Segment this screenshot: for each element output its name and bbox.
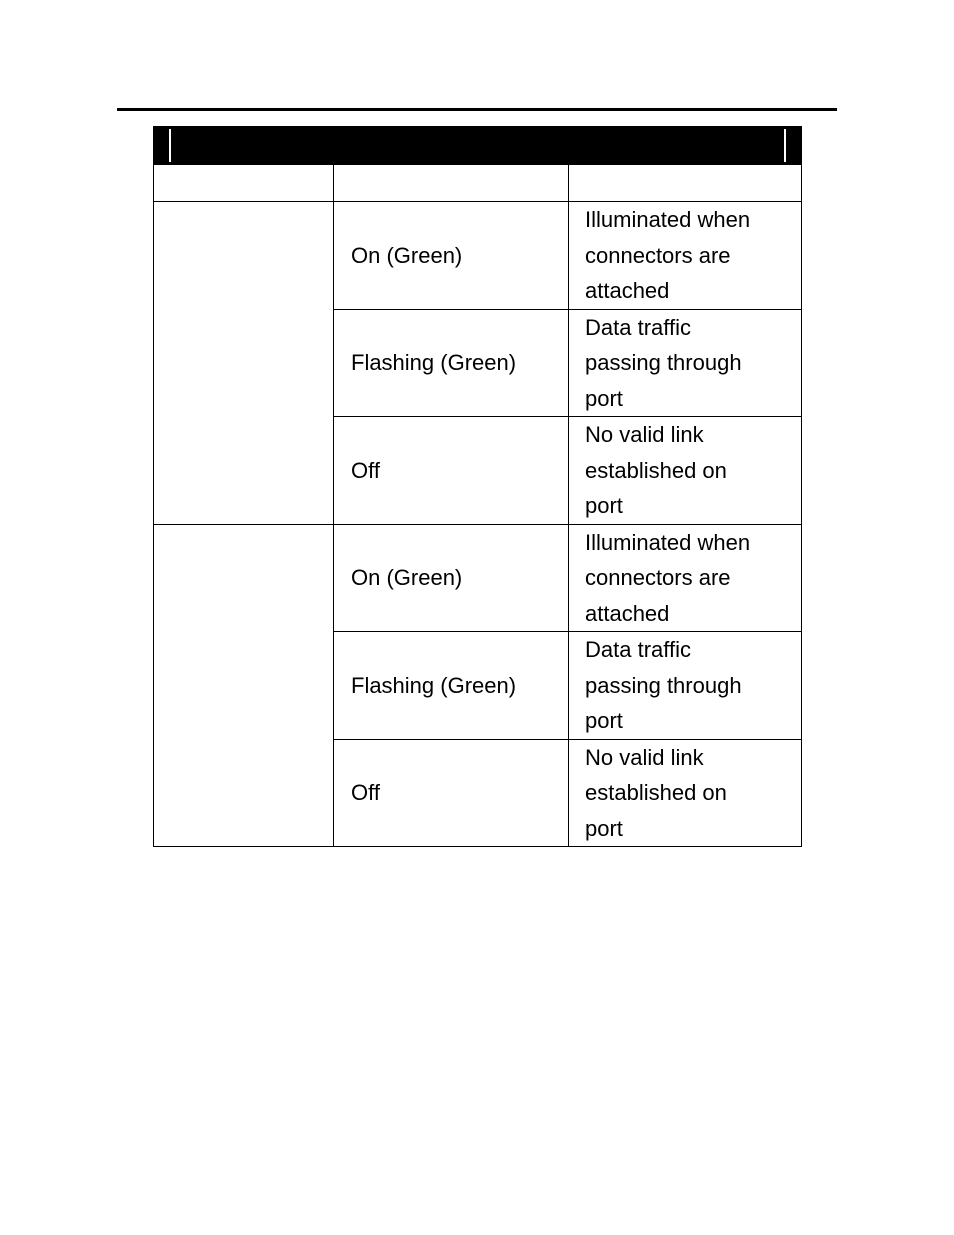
description-line: passing through [585,672,742,698]
description-cell [569,524,802,632]
led-status-table [153,126,802,847]
description-line: attached [585,278,670,303]
description-line: Illuminated when [585,529,751,555]
description-line: No valid link [585,744,704,770]
header-rule [117,108,837,111]
table-title-row [154,127,802,165]
description-line: port [585,493,623,518]
title-marker-right [784,129,786,162]
led-name-cell [154,202,334,525]
description-line: port [585,385,623,411]
table-title-cell [154,127,802,165]
header-description [569,165,802,202]
description-line: port [585,815,623,841]
description-line: connectors are [585,242,731,268]
description-line: established on [585,457,727,483]
description-line: Data traffic [585,637,691,662]
description-line: established on [585,780,727,805]
status-cell: Off [334,739,569,847]
description-line: passing through [585,350,742,375]
description-cell [569,632,802,740]
description-cell [569,202,802,310]
description-line: No valid link [585,422,704,447]
description-line: Illuminated when [585,207,751,232]
description-line: Data traffic [585,314,691,340]
table-row [154,202,802,310]
status-cell: Off [334,417,569,525]
led-name-cell [154,524,334,847]
description-line: attached [585,600,670,626]
description-line: port [585,708,623,733]
status-cell: Flashing (Green) [334,309,569,417]
status-cell: Flashing (Green) [334,632,569,740]
table-header-row [154,165,802,202]
table-row [154,524,802,632]
header-led [154,165,334,202]
title-marker-left [169,129,171,162]
status-cell: On (Green) [334,524,569,632]
description-cell [569,309,802,417]
description-cell [569,417,802,525]
status-cell: On (Green) [334,202,569,310]
header-status [334,165,569,202]
description-cell [569,739,802,847]
description-line: connectors are [585,565,731,590]
